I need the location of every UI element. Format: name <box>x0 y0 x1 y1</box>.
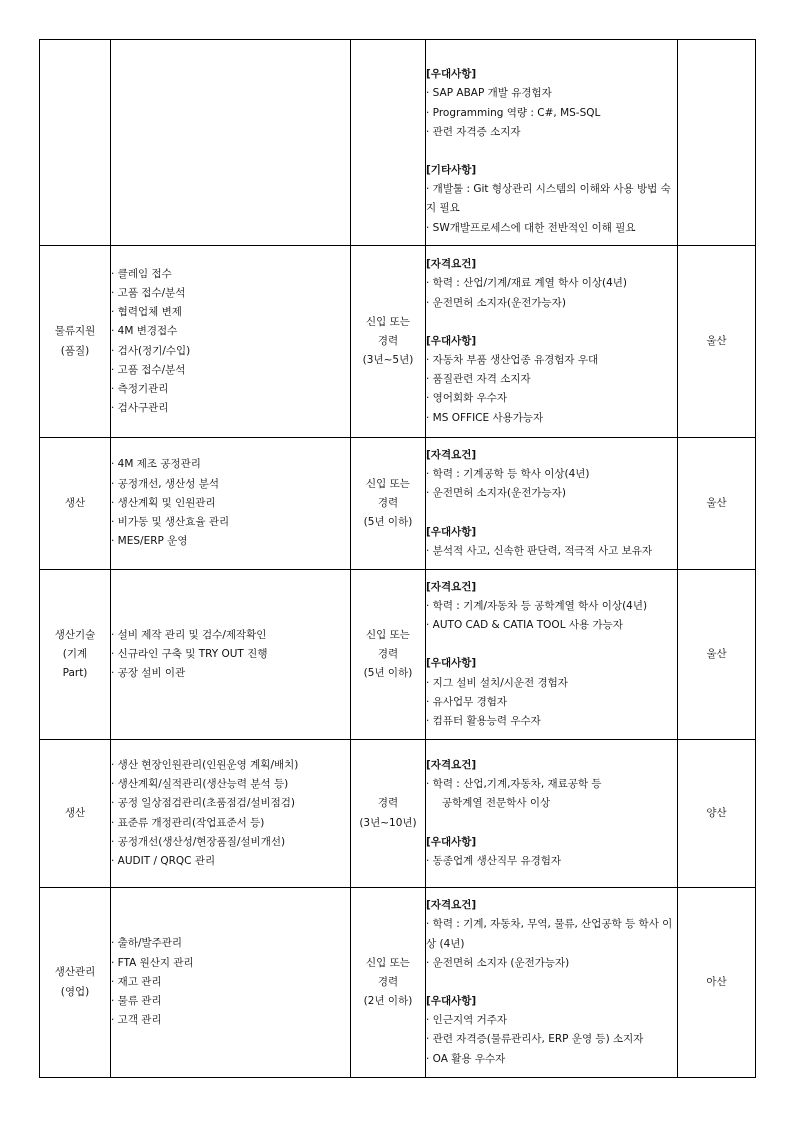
requirement-item: · 운전면허 소지자 (운전가능자) <box>426 956 570 969</box>
duties-cell <box>111 570 351 740</box>
requirement-item: · 개발툴 : Git 형상관리 시스템의 이해와 사용 방법 숙지 필요 <box>426 183 671 215</box>
employment-type-line: (5년 이하) <box>363 667 413 680</box>
requirement-item: · AUTO CAD & CATIA TOOL 사용 가능자 <box>426 619 623 632</box>
requirement-item: · 인근지역 거주자 <box>426 1014 508 1027</box>
duty-item: · 공정개선, 생산성 분석 <box>111 477 219 490</box>
duty-item: · 물류 관리 <box>111 995 162 1008</box>
employment-type-line: 신입 또는 <box>366 956 410 969</box>
requirement-item: · SAP ABAP 개발 유경험자 <box>426 87 552 100</box>
duty-item: · FTA 원산지 관리 <box>111 956 194 969</box>
table-row <box>40 888 756 1078</box>
requirements-cell <box>426 888 678 1078</box>
employment-type-line: (3년~5년) <box>362 354 414 367</box>
employment-type-line: 경력 <box>377 975 399 988</box>
requirements-cell <box>426 570 678 740</box>
section-spacer <box>426 142 677 161</box>
requirement-item: · 분석적 사고, 신속한 판단력, 적극적 사고 보유자 <box>426 544 653 557</box>
section-title: [우대사항] <box>426 525 477 538</box>
requirement-item: · 동종업계 생산직무 유경험자 <box>426 854 562 867</box>
employment-type-line: 경력 <box>377 496 399 509</box>
duty-item: · 4M 제조 공정관리 <box>111 458 201 471</box>
section-title: [자격요건] <box>426 258 477 271</box>
table-row <box>40 740 756 888</box>
job-title-line: 생산 <box>64 496 86 509</box>
section-spacer <box>426 635 677 654</box>
duty-item: · 고품 접수/분석 <box>111 363 186 376</box>
section-title: [우대사항] <box>426 835 477 848</box>
location-cell <box>678 740 756 888</box>
requirements-cell <box>426 438 678 570</box>
duty-item: · AUDIT / QRQC 관리 <box>111 854 216 867</box>
duties-cell <box>111 888 351 1078</box>
duties-cell <box>111 740 351 888</box>
employment-type-line: 신입 또는 <box>366 628 410 641</box>
job-title-cell <box>40 40 111 246</box>
location-label: 아산 <box>706 975 727 988</box>
location-cell <box>678 40 756 246</box>
duty-item: · 생산계획 및 인원관리 <box>111 496 216 509</box>
requirement-item: · 지그 설비 설치/시운전 경험자 <box>426 676 568 689</box>
requirements-cell <box>426 740 678 888</box>
employment-type-cell <box>351 246 426 438</box>
section-spacer <box>426 504 677 523</box>
employment-type-line: 신입 또는 <box>366 477 410 490</box>
section-title: [기타사항] <box>426 164 477 176</box>
duty-item: · 출하/발주관리 <box>111 937 183 950</box>
requirement-item: · MS OFFICE 사용가능자 <box>426 411 544 424</box>
employment-type-cell <box>351 570 426 740</box>
job-title-line: 생산기술 <box>54 628 96 641</box>
requirement-item: · 운전면허 소지자(운전가능자) <box>426 487 566 500</box>
section-title: [자격요건] <box>426 758 477 771</box>
requirement-item: · OA 활용 우수자 <box>426 1052 506 1065</box>
requirement-item: · 학력 : 기계공학 등 학사 이상(4년) <box>426 468 590 481</box>
requirement-item: · Programming 역량 : C#, MS-SQL <box>426 106 601 119</box>
duty-item: · 검사(정기/수입) <box>111 344 191 357</box>
job-title-line: 물류지원 <box>54 325 96 338</box>
requirement-item: · 관련 자격증(물류관리사, ERP 운영 등) 소지자 <box>426 1033 644 1046</box>
location-label: 울산 <box>706 647 727 660</box>
duty-item: · 설비 제작 관리 및 검수/제작확인 <box>111 628 267 641</box>
duty-item: · MES/ERP 운영 <box>111 535 188 548</box>
requirement-item: · SW개발프로세스에 대한 전반적인 이해 필요 <box>426 221 636 234</box>
section-title: [자격요건] <box>426 580 477 593</box>
employment-type-cell <box>351 888 426 1078</box>
location-cell <box>678 438 756 570</box>
requirement-item: · 자동차 부품 생산업종 유경험자 우대 <box>426 354 599 366</box>
job-title-line: (기계 <box>62 647 88 660</box>
duty-item: · 4M 변경접수 <box>111 325 178 338</box>
location-label: 양산 <box>706 806 727 819</box>
duties-cell <box>111 246 351 438</box>
requirement-item: · 품질관련 자격 소지자 <box>426 373 531 386</box>
employment-type-cell <box>351 438 426 570</box>
section-title: [우대사항] <box>426 334 477 347</box>
location-label: 울산 <box>706 334 727 347</box>
requirement-item: · 운전면허 소지자(운전가능자) <box>426 296 566 309</box>
section-title: [자격요건] <box>426 448 477 461</box>
requirements-cell <box>426 40 678 246</box>
job-table <box>39 39 756 1078</box>
employment-type-cell <box>351 740 426 888</box>
section-title: [우대사항] <box>426 995 477 1007</box>
section-spacer <box>426 313 677 332</box>
table-row <box>40 438 756 570</box>
duty-item: · 클레임 접수 <box>111 267 172 280</box>
location-label: 울산 <box>706 496 727 509</box>
duty-item: · 공장 설비 이관 <box>111 667 186 680</box>
duty-item: · 측정기관리 <box>111 382 169 395</box>
employment-type-line: (3년~10년) <box>359 816 417 829</box>
section-title: [우대사항] <box>426 68 477 81</box>
duty-item: · 재고 관리 <box>111 975 162 988</box>
duties-cell <box>111 438 351 570</box>
table-row <box>40 40 756 246</box>
duty-item: · 생산계획/실적관리(생산능력 분석 등) <box>111 778 289 791</box>
requirement-item: · 학력 : 산업/기계/재료 계열 학사 이상(4년) <box>426 277 627 290</box>
job-title-line: (영업) <box>60 985 90 998</box>
duty-item: · 고객 관리 <box>111 1014 162 1027</box>
section-title: [우대사항] <box>426 657 477 670</box>
duty-item: · 공정 일상점검관리(초품점검/설비점검) <box>111 797 296 810</box>
job-title-line: 생산관리 <box>54 966 96 979</box>
requirement-item: · 관련 자격증 소지자 <box>426 125 521 138</box>
table-row <box>40 246 756 438</box>
employment-type-line: (2년 이하) <box>363 995 413 1008</box>
location-cell <box>678 570 756 740</box>
employment-type-line: 신입 또는 <box>366 315 410 328</box>
employment-type-line: 경력 <box>377 647 399 660</box>
requirement-item: · 학력 : 기계, 자동차, 무역, 물류, 산업공학 등 학사 이상 (4년) <box>426 918 673 950</box>
requirements-cell <box>426 246 678 438</box>
section-spacer <box>426 973 677 992</box>
table-row <box>40 570 756 740</box>
job-title-line: Part) <box>62 667 88 680</box>
duty-item: · 검사구관리 <box>111 402 169 415</box>
duty-item: · 비가동 및 생산효율 관리 <box>111 516 230 529</box>
job-title-cell <box>40 570 111 740</box>
job-title-line: (품질) <box>60 344 90 357</box>
location-cell <box>678 888 756 1078</box>
requirement-item: · 학력 : 기계/자동차 등 공학계열 학사 이상(4년) <box>426 599 648 612</box>
employment-type-line: 경력 <box>377 334 399 347</box>
section-spacer <box>426 814 677 833</box>
location-cell <box>678 246 756 438</box>
duty-item: · 협력업체 변제 <box>111 306 182 319</box>
requirement-item: · 학력 : 산업,기계,자동차, 재료공학 등 <box>426 778 602 791</box>
job-title-cell <box>40 740 111 888</box>
duties-cell <box>111 40 351 246</box>
job-title-cell <box>40 888 111 1078</box>
employment-type-cell <box>351 40 426 246</box>
requirement-item: · 영어회화 우수자 <box>426 392 508 405</box>
duty-item: · 신규라인 구축 및 TRY OUT 진행 <box>111 647 268 660</box>
section-title: [자격요건] <box>426 899 477 912</box>
duty-item: · 고품 접수/분석 <box>111 286 186 299</box>
employment-type-line: (5년 이하) <box>363 516 413 529</box>
requirement-item: · 유사업무 경험자 <box>426 695 508 708</box>
duty-item: · 생산 현장인원관리(인원운영 계획/배치) <box>111 758 299 771</box>
duty-item: · 표준류 개정관리(작업표준서 등) <box>111 816 265 829</box>
requirement-item: · 컴퓨터 활용능력 우수자 <box>426 715 541 727</box>
duty-item: · 공정개선(생산성/현장품질/설비개선) <box>111 835 286 848</box>
employment-type-line: 경력 <box>377 797 399 810</box>
job-title-cell <box>40 438 111 570</box>
job-title-cell <box>40 246 111 438</box>
requirement-item: 공학계열 전문학사 이상 <box>442 797 551 810</box>
job-title-line: 생산 <box>64 806 86 819</box>
